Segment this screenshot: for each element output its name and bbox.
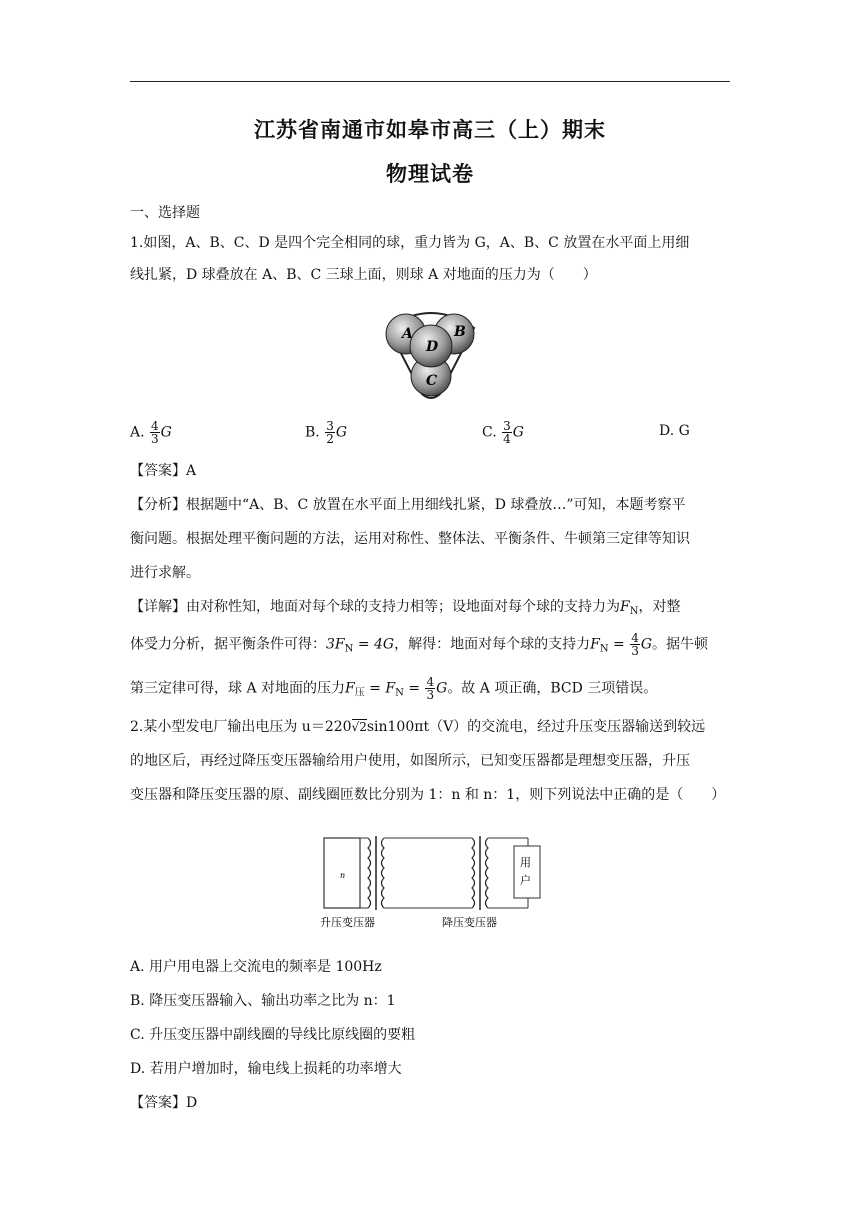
step-up-label: 升压变压器 — [320, 916, 375, 929]
q1-balls-figure — [382, 304, 480, 400]
q2-answer: 【答案】D — [130, 1095, 198, 1111]
n-label: n — [340, 871, 346, 880]
q2-option-c: C. 升压变压器中副线圈的导线比原线圈的要粗 — [130, 1027, 416, 1043]
q1-analysis-line2: 衡问题。根据处理平衡问题的方法，运用对称性、整体法、平衡条件、牛顿第三定律等知识 — [130, 531, 690, 547]
ball-label-a: A — [402, 326, 413, 342]
q2-stem-line3: 变压器和降压变压器的原、副线圈匝数比分别为 1：n 和 n：1，则下列说法中正确的是（ ） — [130, 787, 726, 803]
page-title: 江苏省南通市如皋市高三（上）期末 — [254, 117, 606, 142]
q2-option-d: D. 若用户增加时，输电线上损耗的功率增大 — [130, 1061, 402, 1077]
q1-detail-line3: 第三定律可得，球 A 对地面的压力$F_压 = F_N$ = $\frac{4}{3}$ G。故 A 项正确，BCD 三项错误。 — [130, 675, 658, 702]
q1-option-d: D. G — [659, 423, 690, 439]
user-label-1: 用 — [520, 856, 531, 869]
q1-stem-line1: 1.如图，A、B、C、D 是四个完全相同的球，重力皆为 G，A、B、C 放置在水平面上用细 — [130, 235, 690, 251]
step-down-label: 降压变压器 — [442, 916, 497, 929]
header-rule — [130, 81, 730, 82]
q1-option-b: B. $\frac{3}{2}$ G — [305, 419, 348, 446]
ball-label-d: D — [426, 339, 439, 355]
q2-stem-line1: 2.某小型发电厂输出电压为 u＝220√2sin100πt（V）的交流电，经过升压变压器输送到较远 — [130, 719, 706, 735]
q1-answer: 【答案】A — [130, 463, 197, 479]
ball-label-c: C — [426, 373, 438, 389]
q1-analysis-line3: 进行求解。 — [130, 565, 200, 581]
user-label-2: 户 — [520, 874, 531, 887]
page-subtitle: 物理试卷 — [386, 161, 474, 186]
q2-stem-line2: 的地区后，再经过降压变压器输给用户使用，如图所示，已知变压器都是理想变压器，升压 — [130, 753, 690, 769]
q1-analysis-line1: 【分析】根据题中“A、B、C 放置在水平面上用细线扎紧，D 球叠放…”可知，本题考察平 — [130, 497, 686, 513]
ball-label-b: B — [454, 324, 466, 340]
q1-detail-line2: 体受力分析，据平衡条件可得：$3F_N = 4G$，解得：地面对每个球的支持力$F_N$ = $\frac{4}{3}$ G。据牛顿 — [130, 631, 709, 658]
q1-detail-line1: 【详解】由对称性知，地面对每个球的支持力相等；设地面对每个球的支持力为$F_N$，对整 — [130, 599, 681, 617]
q1-stem-line2: 线扎紧，D 球叠放在 A、B、C 三球上面，则球 A 对地面的压力为（ ） — [130, 267, 597, 283]
q2-option-a: A. 用户用电器上交流电的频率是 100Hz — [130, 959, 382, 975]
q2-transformer-figure — [318, 826, 548, 934]
q2-option-b: B. 降压变压器输入、输出功率之比为 n：1 — [130, 993, 396, 1009]
q1-option-c: C. $\frac{3}{4}$ G — [482, 419, 524, 446]
q1-option-a: A. $\frac{4}{3}$ G — [130, 419, 172, 446]
section-heading: 一、选择题 — [130, 205, 200, 221]
